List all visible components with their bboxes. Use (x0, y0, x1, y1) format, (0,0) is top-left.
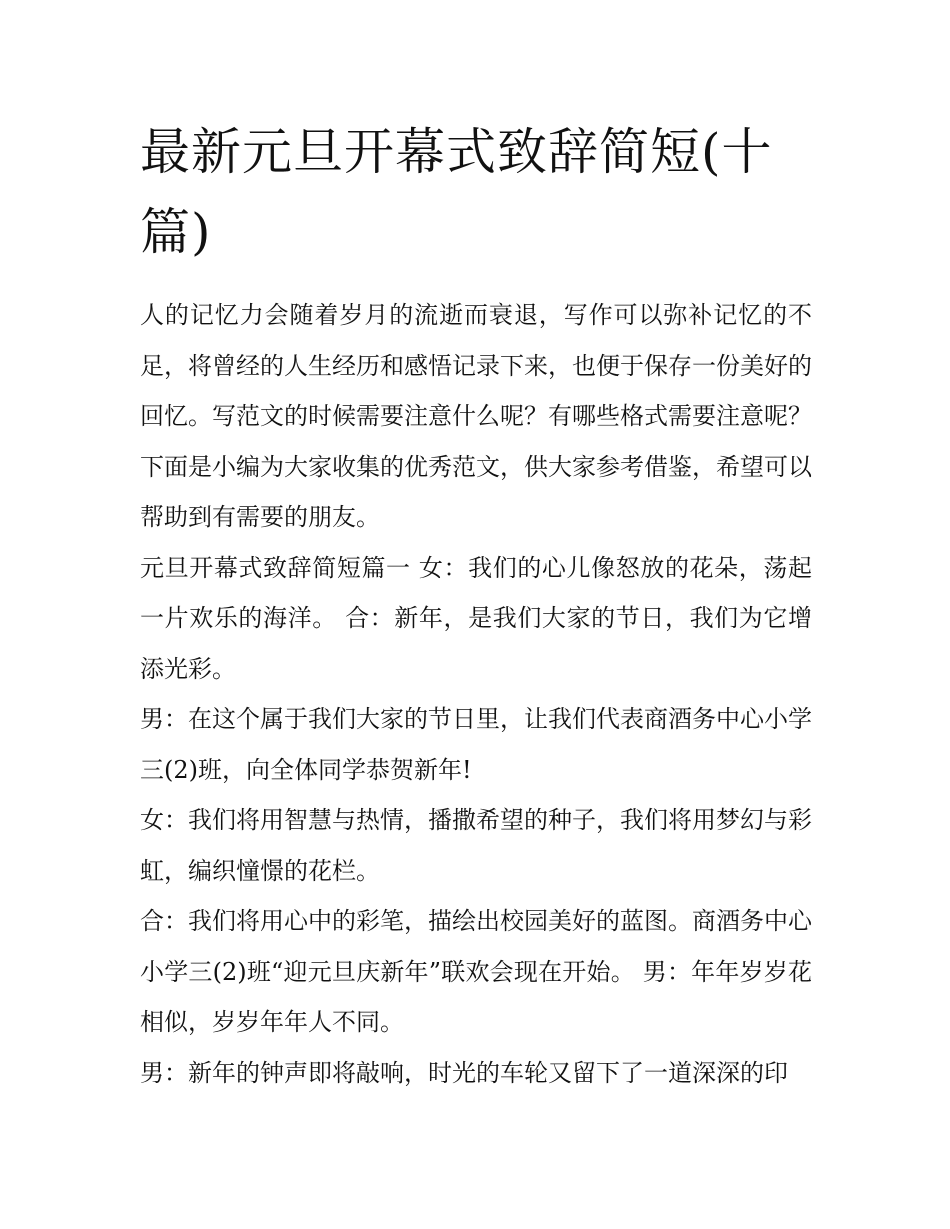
paragraph-intro: 人的记忆力会随着岁月的流逝而衰退，写作可以弥补记忆的不足，将曾经的人生经历和感悟记录下来，也便于保存一份美好的回忆。写范文的时候需要注意什么呢？有哪些格式需要注意呢？下面是小编为大家收集的优秀范文，供大家参考借鉴，希望可以帮助到有需要的朋友。 (140, 301, 812, 531)
paragraph-female-1: 女：我们将用智慧与热情，播撒希望的种子，我们将用梦幻与彩虹，编织憧憬的花栏。 (140, 806, 812, 885)
document-title: 最新元旦开幕式致辞简短(十篇) (140, 123, 773, 261)
paragraph-together-1: 合：我们将用心中的彩笔，描绘出校园美好的蓝图。商酒务中心小学三(2)班“迎元旦庆新年”联欢会现在开始。 男：年年岁岁花相似，岁岁年年人不同。 (140, 907, 812, 1036)
paragraph-male-1: 男：在这个属于我们大家的节日里，让我们代表商酒务中心小学三(2)班，向全体同学恭贺新年! (140, 705, 812, 784)
document-page (140, 112, 812, 1098)
paragraph-section-one: 元旦开幕式致辞简短篇一 女：我们的心儿像怒放的花朵，荡起一片欢乐的海洋。 合：新年，是我们大家的节日，我们为它增添光彩。 (140, 553, 812, 683)
paragraph-male-2: 男：新年的钟声即将敲响，时光的车轮又留下了一道深深的印 (140, 1058, 788, 1087)
document-body (140, 290, 812, 1098)
